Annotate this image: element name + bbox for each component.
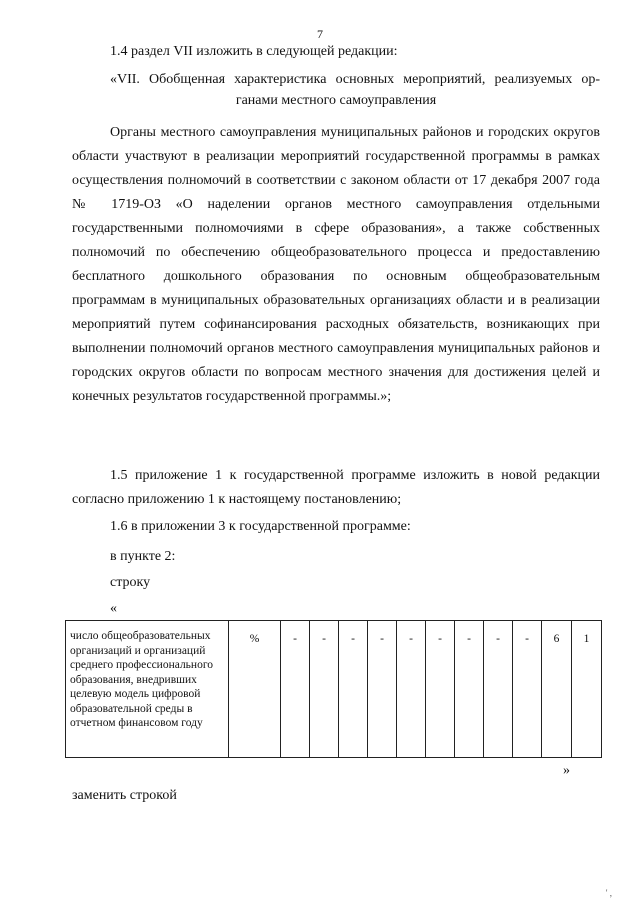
closing-quote: » (563, 763, 570, 778)
heading-line-1: «VII. Обобщенная характеристика основных мероприятий, реализуемых ор- (110, 72, 600, 87)
value-cell: - (339, 621, 368, 758)
heading-line-2: ганами местного самоуправления (235, 93, 437, 108)
row-word: строку (110, 575, 151, 590)
corner-mark: ' , (605, 888, 612, 898)
value-cell: - (513, 621, 542, 758)
body-paragraph: Органы местного самоуправления муниципальных районов и городских округов области участвуют в реализации мероприятий государственной программы в рамках осуществления полномочий в соответствии с законом области от 17 декабря 2007 года № 1719-ОЗ «О наделении органов местного самоуправления отдельными государственными полномочиями в сфере образования», а также собственных полномочий по обеспечению общеобразовательного процесса и предоставлению бесплатного дошкольного образования по основным общеобразовательным программам в муниципальных образовательных организациях области и в реализации мероприятий путем софинансирования расходных обязательств, возникающих при выполнении полномочий органов местного самоуправления муниципальных районов и городских округов области по вопросам местного значения для достижения целей и конечных результатов государственной программы.»; (72, 125, 600, 404)
indicator-table (65, 620, 602, 758)
value-cell: - (426, 621, 455, 758)
section-heading (72, 69, 600, 111)
value-cell: - (281, 621, 310, 758)
value-cell: - (397, 621, 426, 758)
indicator-name-cell: число общеобразовательных организаций и организаций среднего профессионального образования, внедривших целевую модель цифровой образовательной среды в отчетном финансовом году (66, 621, 229, 758)
value-cell: - (455, 621, 484, 758)
item-2-label: в пункте 2: (110, 549, 176, 564)
page-number: 7 (317, 27, 323, 41)
value-cell: - (484, 621, 513, 758)
opening-quote: « (110, 601, 117, 616)
table-row (66, 621, 602, 758)
section-1-4: 1.4 раздел VII изложить в следующей редакции: (110, 44, 398, 59)
unit-cell: % (229, 621, 281, 758)
value-cell: - (368, 621, 397, 758)
section-1-5: 1.5 приложение 1 к государственной программе изложить в новой редакции согласно приложению 1 к настоящему постановлению; (72, 468, 600, 507)
value-cell: - (310, 621, 339, 758)
value-cell: 6 (542, 621, 572, 758)
value-cell: 1 (572, 621, 602, 758)
replace-with-row: заменить строкой (72, 788, 177, 803)
section-1-6: 1.6 в приложении 3 к государственной программе: (110, 519, 411, 534)
